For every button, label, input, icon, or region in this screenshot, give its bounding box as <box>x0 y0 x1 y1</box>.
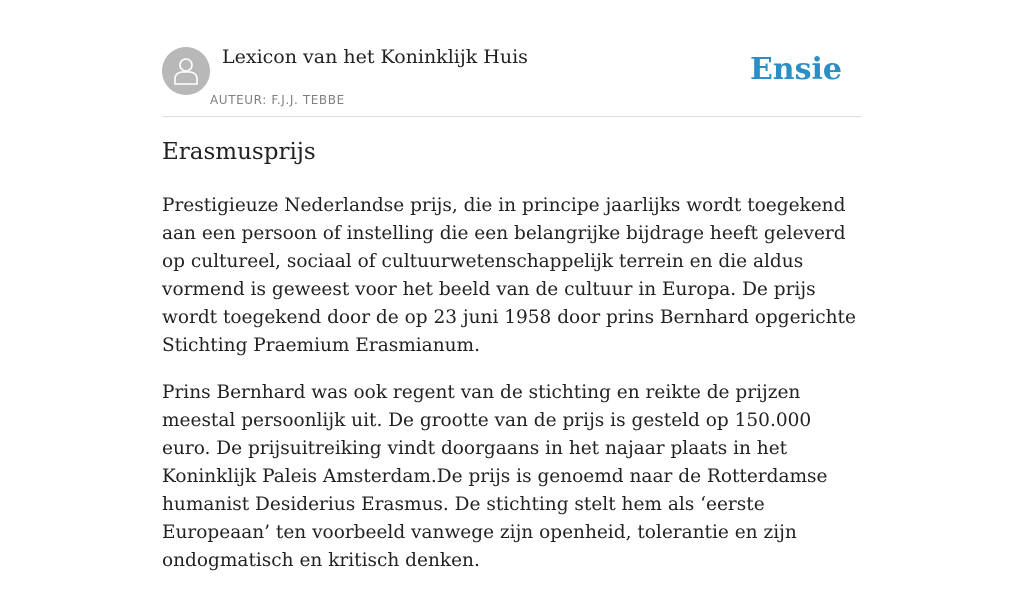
avatar[interactable] <box>162 47 210 95</box>
paragraph: Prestigieuze Nederlandse prijs, die in principe jaarlijks wordt toegekend aan een persoon of instelling die een belangrijke bijdrage heeft geleverd op cultureel, sociaal of cultuurwetenschappelijk terrein en die aldus vormend is geweest voor het beeld van de cultuur in Europa. De prijs wordt toegekend door de op 23 juni 1958 door prins Bernhard opgerichte Stichting Praemium Erasmianum. <box>162 195 856 356</box>
entry-body <box>162 192 862 594</box>
header <box>162 46 862 117</box>
author-label[interactable]: AUTEUR: F.J.J. TEBBE <box>210 93 345 107</box>
user-icon <box>173 56 199 86</box>
book-title[interactable]: Lexicon van het Koninklijk Huis <box>222 46 528 68</box>
entry-title: Erasmusprijs <box>162 139 316 165</box>
brand-logo[interactable]: Ensie <box>749 52 842 87</box>
paragraph: Prins Bernhard was ook regent van de stichting en reikte de prijzen meestal persoonlijk uit. De grootte van de prijs is gesteld op 150.000 euro. De prijsuitreiking vindt doorgaans in het najaar plaats in het Koninklijk Paleis Amsterdam.De prijs is genoemd naar de Rotterdamse humanist Desiderius Erasmus. De stichting stelt hem als ‘eerste Europeaan’ ten voorbeeld vanwege zijn openheid, tolerantie en zijn ondogmatisch en kritisch denken. <box>162 382 828 571</box>
